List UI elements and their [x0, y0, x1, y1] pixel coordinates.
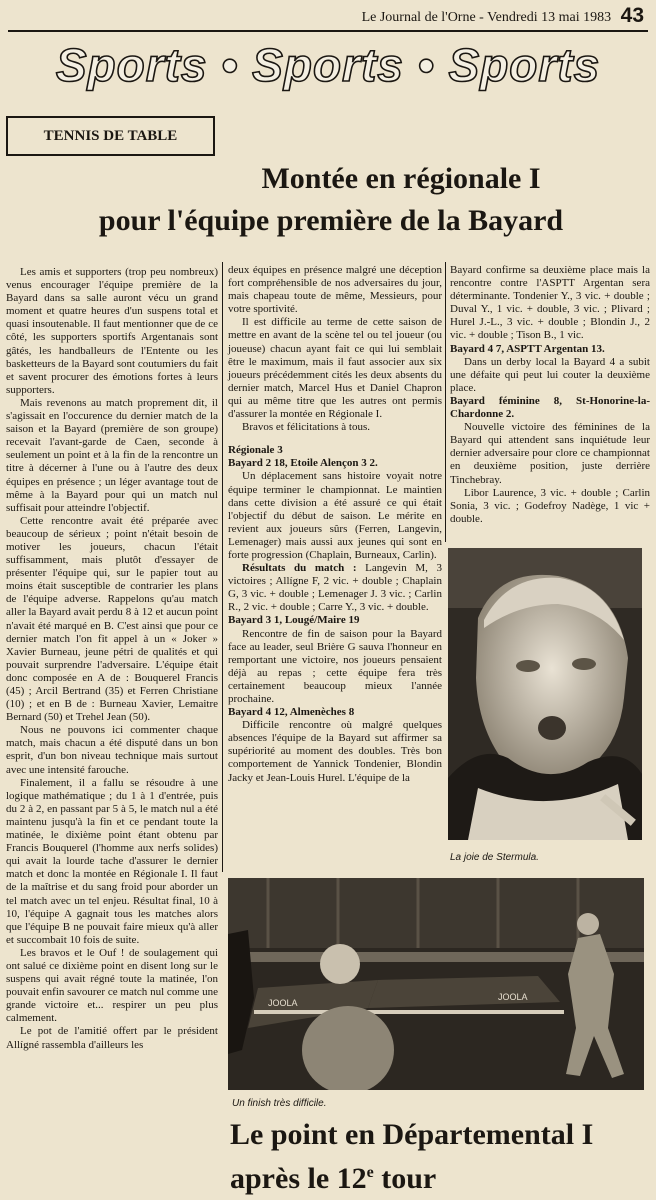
banner-text: Sports • Sports • Sports — [55, 39, 601, 91]
results-label: Résultats du match : — [242, 562, 357, 575]
paragraph: Bayard confirme sa deuxième place mais la rencontre contre l'ASPTT Argentan sera déterminante. Tondenier Y., 3 vic. + double ; Duval Y., 1 vic. + double, 3 vic. ; Plivard ; Hurel J.-L., 3 vic. + double ; Blondin J., 2 vic. + double ; Tison B., 1 vic. — [450, 264, 650, 342]
paragraph: Il est difficile au terme de cette saison de mettre en avant de la scène tel ou tel joueur (ou joueuse) chacun ayant fait ce qui lui semblait être le maximum, mais il faut associer aux six joueurs précédemment cités les deux absents du dernier match, Marcel Hus et Daniel Chapron qui au même titre que les autres ont permis d'assurer la montée en Régionale I. — [228, 316, 442, 421]
match-result: Bayard féminine 8, St-Honorine-la-Chardonne 2. — [450, 394, 650, 421]
table-brand-label: JOOLA — [268, 998, 298, 1008]
ordinal-suffix: e — [366, 1164, 374, 1181]
headline-line-2: pour l'équipe première de la Bayard — [98, 204, 564, 237]
match-result: Bayard 4 7, ASPTT Argentan 13. — [450, 342, 605, 355]
article-column-2 — [228, 264, 442, 785]
headline-line-1: Montée en régionale I — [261, 162, 541, 195]
match-photo — [228, 878, 644, 1090]
article-headline — [10, 158, 652, 242]
paragraph: Mais revenons au match proprement dit, il s'agissait en l'occurence du dernier match de la saison et la Bayard (première de son groupe) recevait l'avant-garde de Caen, seconde à seulement un point et à la fin de la rencontre un titre à décerner à l'une ou à l'autre des deux équipes en présence ; un léger avantage tout de même à la Bayard pour qui un match nul suffisait pour atteindre l'objectif. — [6, 396, 218, 514]
paragraph: Libor Laurence, 3 vic. + double ; Carlin Sonia, 3 vic. ; Godefroy Nadège, 1 vic + double. — [450, 486, 650, 525]
paragraph: Difficile rencontre où malgré quelques absences l'équipe de la Bayard sut affirmer sa supériorité au moment des doubles. Très bon comportement de Yannick Tondenier, Blondin Jacky et Jean-Louis Hurel. L'équipe de la — [228, 719, 442, 784]
paragraph: Un déplacement sans histoire voyait notre équipe terminer le championnat. Le maintien dans cette division a été assuré ce qui était l'objectif du début de saison. Le mérite en revient aux joueurs sûrs (Ferren, Langevin, Lemenager) mais aussi aux jeunes qui sont en forte progression (Chaplain, Burneaux, Carlin). — [228, 470, 442, 561]
article-column-3 — [450, 264, 650, 526]
paragraph: Les bravos et le Ouf ! de soulagement qui ont salué ce dixième point en disent long sur le suspens qui avait régné toute la matinée, l'on pouvait enfin savourer ce match nul comme une grande victoire et... respirer un peu plus calmement. — [6, 946, 218, 1025]
publication-line: Le Journal de l'Orne - Vendredi 13 mai 1983 — [361, 10, 612, 25]
bottom-headline — [230, 1116, 650, 1198]
match-photo-caption: Un finish très difficile. — [232, 1098, 327, 1109]
portrait-photo — [448, 548, 642, 840]
page-number: 43 — [620, 4, 644, 27]
article-column-1 — [6, 266, 218, 1052]
match-result: Bayard 3 1, Lougé/Maire 19 — [228, 614, 360, 627]
page-header — [362, 3, 644, 27]
sports-banner — [8, 30, 648, 90]
paragraph: Nous ne pouvons ici commenter chaque match, mais chacun a été disputé dans un bon esprit, d'un bon niveau technique mais surtout avec une intensité farouche. — [6, 724, 218, 776]
paragraph: Rencontre de fin de saison pour la Bayard face au leader, seul Brière G sauva l'honneur en remportant une victoire, nos joueurs pensaient déjà au repas ; cette équipe fera très certainement beaucoup mieux l'année prochaine. — [228, 627, 442, 705]
bottom-headline-text: après le 12 — [230, 1162, 367, 1195]
match-result: Bayard 4 12, Almenèches 8 — [228, 706, 355, 719]
paragraph: Dans un derby local la Bayard 4 a subit une défaite qui peut lui couter la deuxième place. — [450, 355, 650, 394]
paragraph: Finalement, il a fallu se résoudre à une logique mathématique ; du 1 à 1 d'entrée, puis du 2 à 2, en passant par 5 à 5, le match nul a été maintenu jusqu'à la fin et ce pendant toute la matinée, le dixième point étant obtenu par Francis Bouquerel (l'homme aux nerfs solides) qui avait la lourde tache d'assurer le dernier match et donc la montée en Régionale I. Il faut de la maîtrise et du sang froid pour aborder un tel match avec un tel enjeu. Résultat final, 10 à 10, l'équipe A gagnait tous les matches alors que l'équipe B ne pouvait faire mieux qu'à aller et succombait 10 fois de suite. — [6, 776, 218, 946]
bottom-headline-line-2 — [230, 1154, 650, 1198]
portrait-caption: La joie de Stermula. — [450, 852, 539, 863]
section-kicker: TENNIS DE TABLE — [6, 116, 215, 156]
paragraph — [228, 562, 442, 614]
match-illustration — [228, 878, 644, 1090]
paragraph: Le pot de l'amitié offert par le président Allígné rassembla d'ailleurs les — [6, 1025, 218, 1051]
portrait-illustration — [448, 548, 642, 840]
bottom-headline-text: tour — [373, 1162, 437, 1195]
paragraph: deux équipes en présence malgré une déception fort compréhensible de nos adversaires du jour, mais chapeau toute de même, Messieurs, pour votre sportivité. — [228, 264, 442, 316]
subhead-regionale: Régionale 3 — [228, 444, 283, 457]
column-divider — [222, 262, 223, 872]
paragraph: Nouvelle victoire des féminines de la Bayard qui attendent sans inquiétude leur dernier adversaire pour clore ce championnat en deuxième position, juste derrière Tinchebray. — [450, 421, 650, 486]
results-text: Langevin M, 3 victoires ; Allígne F, 2 vic. + double ; Chaplain G, 3 vic. + double ; Lemenager J. 3 vic. ; Carlin R., 2 vic. + double ; Carre Y., 3 vic. + double. — [228, 562, 442, 614]
paragraph: Cette rencontre avait été préparée avec beaucoup de sérieux ; point n'était besoin de motiver les joueurs, chacun l'était suffisamment, mais plutôt d'essayer de présenter l'équipe qui, sur le papier tout au moins était susceptible de contrarier les plans de l'équipe adverse. Rappelons qu'au match aller la Bayard avait perdu 8 à 12 et aucun point n'avait été marqué en B. C'est ainsi que pour ce dernier match l'on fit appel à un « Joker » Xavier Burneau, jeune pétri de qualités et qui pouvait surprendre l'adversaire. L'équipe était donc composée en A de : Bouquerel Francis (45) ; Arcil Bertrand (35) et Ferren Christiane (10) ; et en B de : Burneau Xavier, Lemaitre Bernard (50) et Trehel Jean (50). — [6, 514, 218, 724]
column-divider — [445, 262, 446, 542]
paragraph: Les amis et supporters (trop peu nombreux) venus encourager l'équipe première de la Bayard dans sa salle auront vécu un grand moment et quatre heures d'un suspens total et quasi insoutenable. Il faut mentionner que de ce côté, les supporters sportifs Argentanais sont gâtés, les handballeurs de l'Entente ou les basketteurs de la Bayard sont coutumiers du fait et savent procurer des émotions fortes à leurs supporters. — [6, 266, 218, 396]
match-result: Bayard 2 18, Etoile Alençon 3 2. — [228, 457, 378, 470]
table-brand-label: JOOLA — [498, 992, 528, 1002]
bottom-headline-line-1: Le point en Départemental I — [230, 1118, 594, 1151]
paragraph: Bravos et félicitations à tous. — [242, 421, 370, 434]
